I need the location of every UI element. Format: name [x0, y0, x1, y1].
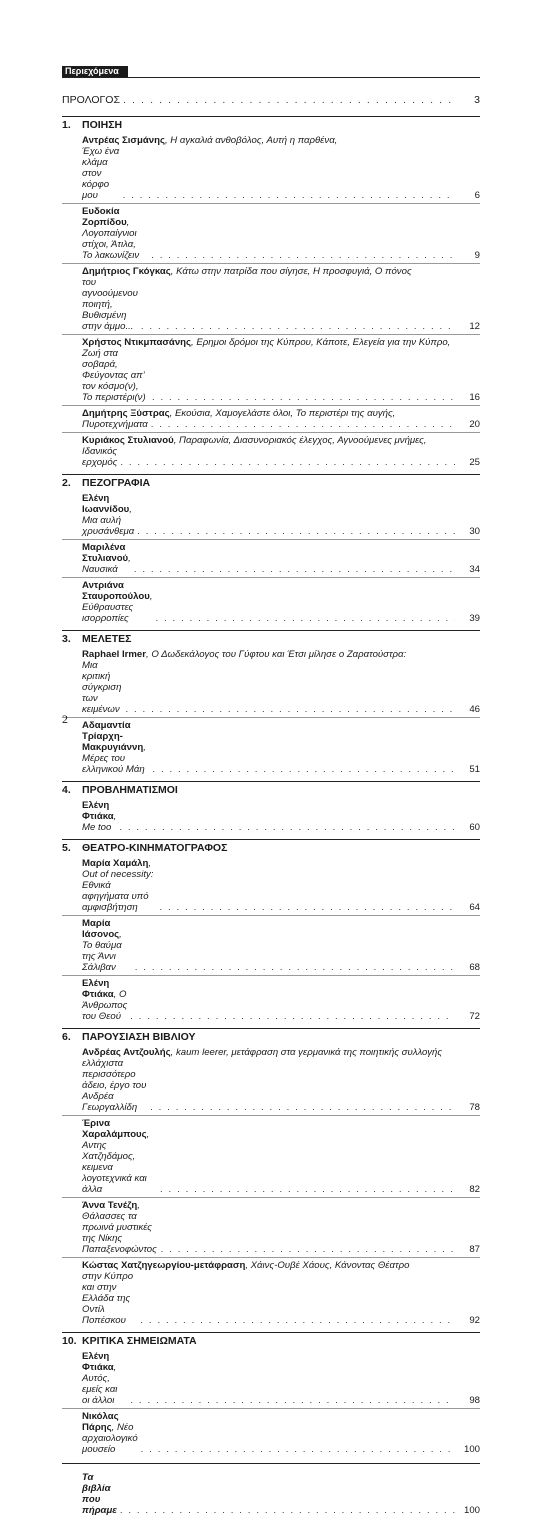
entry-page: 16 [469, 392, 480, 403]
entry-line-2 [82, 1058, 480, 1113]
section-title[interactable] [62, 785, 480, 796]
entry-author: Αδαμαντία Τρίαρχη-Μακρυγιάννη [82, 720, 144, 753]
entry-text [82, 720, 149, 775]
toc-entry[interactable] [62, 718, 480, 777]
toc-entry[interactable] [62, 1198, 480, 1258]
entry-titles: , Θάλασσες τα πρωινά μυστικές της Νίκης Παπαξενοφώντος [82, 1200, 157, 1255]
toc-entry[interactable] [62, 798, 480, 835]
toc-entry[interactable] [62, 976, 480, 1024]
entry-text [82, 858, 156, 913]
entry-page: 20 [469, 419, 480, 430]
toc-entry[interactable] [62, 540, 480, 578]
entry-titles: , Me too [82, 811, 117, 833]
entry-text [82, 918, 132, 973]
section-title[interactable] [62, 1336, 480, 1347]
dot-leader [140, 1315, 455, 1326]
section-number: 10. [62, 1335, 77, 1347]
toc-entry[interactable] [62, 1045, 480, 1116]
entry-line [82, 1118, 480, 1195]
toc-section [62, 474, 480, 626]
section-title[interactable] [62, 478, 480, 489]
section-number: 5. [62, 842, 71, 854]
entry-author: Μαριλένα Στυλιανού [82, 542, 129, 564]
entry-line-1 [82, 135, 480, 146]
entry-author: Ελένη Φτιάκα [82, 978, 114, 1000]
entry-titles: , Εύθραυστες ισορροπίες [82, 591, 153, 624]
section-number: 6. [62, 1031, 71, 1043]
section-label: ΠΕΖΟΓΡΑΦΙΑ [82, 477, 151, 489]
toc-entry[interactable] [62, 433, 480, 470]
dot-leader [141, 321, 455, 332]
dot-leader [141, 1444, 455, 1455]
entry-author: Άννα Τενέζη [82, 1200, 138, 1211]
entry-author: Ελένη Φτιάκα [82, 1351, 114, 1373]
entry-line [82, 580, 480, 624]
entry-titles-continued: Ιδανικός ερχομός [82, 446, 118, 468]
dot-leader [135, 962, 455, 973]
contents-header [62, 66, 480, 78]
entry-titles-continued: ελλάχιστα περισσότερο άδειο, έργο του Ανδρέα Γεωργαλλίδη [82, 1058, 147, 1113]
entry-line-1 [82, 649, 480, 660]
entry-line [82, 493, 480, 537]
entry-text [82, 800, 116, 833]
entry-line-1 [82, 1047, 480, 1058]
dot-leader [152, 392, 455, 403]
books-received-title: Τα βιβλία που πήραμε [82, 1472, 117, 1516]
entry-titles: , Εκούσια, Χαμογελάστε όλοι, Το περιστέρι της αυγής, [169, 408, 396, 419]
dot-leader [134, 564, 455, 575]
toc-entry[interactable] [62, 1409, 480, 1457]
dot-leader [151, 250, 455, 261]
toc-entry[interactable] [62, 647, 480, 718]
section-label: ΠΑΡΟΥΣΙΑΣΗ ΒΙΒΛΙΟΥ [82, 1031, 196, 1043]
entry-line-2 [82, 660, 480, 715]
entry-page: 51 [469, 764, 480, 775]
table-of-contents [62, 95, 480, 1516]
entry-page: 82 [469, 1184, 480, 1195]
toc-section [62, 839, 480, 1024]
entry-titles-continued: Έχω ένα κλάμα στον κόρφο μου [82, 146, 120, 201]
prologue-page: 3 [474, 94, 480, 106]
entry-author: Κώστας Χατζηγεωργίου-μετάφραση [82, 1260, 246, 1271]
entry-page: 9 [474, 250, 480, 261]
entry-titles-continued: του αγνοούμενου ποιητή, Βυθισμένη στην άμμο... [82, 277, 138, 332]
dot-leader [160, 1184, 455, 1195]
entry-page: 72 [469, 1011, 480, 1022]
section-number: 3. [62, 633, 71, 645]
entry-line-1 [82, 435, 480, 446]
entry-page: 87 [469, 1244, 480, 1255]
entry-text [82, 1411, 138, 1455]
entry-titles-continued: στην Κύπρο και στην Ελλάδα της Οντίλ Ποπέσκου [82, 1271, 134, 1326]
toc-section [62, 1028, 480, 1328]
entry-line-2 [82, 1271, 480, 1326]
entry-titles: , Χάινς-Ουβέ Χάους, Κάνοντας Θέατρο [245, 1260, 410, 1271]
toc-section [62, 630, 480, 777]
entry-page: 39 [469, 613, 480, 624]
entry-line-1 [82, 1260, 480, 1271]
entry-author: Έρινα Χαραλάμπους [82, 1118, 147, 1140]
entry-author: Κυριάκος Στυλιανού [82, 435, 174, 446]
section-label: ΘΕΑΤΡΟ-ΚΙΝΗΜΑΤΟΓΡΑΦΟΣ [82, 842, 228, 854]
entry-text [82, 1118, 157, 1195]
entry-line-1 [82, 266, 480, 277]
entry-author: Δημήτριος Γκόγκας [82, 266, 171, 277]
toc-entry[interactable] [62, 264, 480, 335]
toc-section [62, 116, 480, 470]
section-title[interactable] [62, 843, 480, 854]
entry-line-2 [82, 277, 480, 332]
toc-entry[interactable] [62, 491, 480, 540]
books-received-page: 100 [463, 1505, 480, 1516]
section-label: ΚΡΙΤΙΚΑ ΣΗΜΕΙΩΜΑΤΑ [82, 1335, 197, 1347]
entry-line [82, 1200, 480, 1255]
toc-section [62, 1332, 480, 1457]
section-number: 2. [62, 477, 71, 489]
entry-titles: , Λογοπαίγνιοι στίχοι, Άτιλα, Το λακωνίζειν [82, 217, 140, 261]
dot-leader [119, 822, 455, 833]
entry-titles: , Το θαύμα της Άννι Σάλιβαν [82, 929, 122, 973]
entry-titles: , Αντης Χατζηδάμος, κειμενα λογοτεχνικά και άλλα [82, 1129, 150, 1195]
entry-titles: , Νέο αρχαιολογικό μουσείο [82, 1422, 138, 1455]
entry-text [82, 580, 152, 624]
entry-page: 60 [469, 822, 480, 833]
books-received-entry[interactable] [62, 1463, 480, 1516]
entry-line [82, 720, 480, 775]
entry-text [82, 1351, 127, 1406]
entry-line-2 [82, 348, 480, 403]
entry-titles-continued: Μια κριτική σύγκριση των κειμένων [82, 660, 122, 715]
prologue-title: ΠΡΟΛΟΓΟΣ [62, 94, 120, 106]
dot-leader [155, 613, 455, 624]
entry-author: Νικόλας Πάρης [82, 1411, 119, 1433]
entry-titles: , Ναυσικά [82, 553, 131, 575]
entry-author: Χρήστος Ντικμπασάνης [82, 337, 192, 348]
toc-entry[interactable] [62, 578, 480, 626]
entry-author: Ανδρέας Αντζουλής [82, 1047, 171, 1058]
section-title[interactable] [62, 1032, 480, 1043]
entry-titles: , Ο Άνθρωπος του Θεού [82, 989, 128, 1022]
entry-line [82, 1411, 480, 1455]
entry-titles: , Αυτός, εμείς και οι άλλοι [82, 1362, 118, 1406]
entry-text [82, 542, 131, 575]
dot-leader [120, 1505, 455, 1516]
section-number: 4. [62, 784, 71, 796]
dot-leader [130, 1395, 455, 1406]
entry-titles: , kaum leerer, μετάφραση στα γερμανικά της ποιητικής συλλογής [170, 1047, 442, 1058]
entry-author: Αντρέας Σισμάνης [82, 135, 165, 146]
page-number: 2 [62, 712, 68, 726]
entry-line [82, 800, 480, 833]
toc-section [62, 781, 480, 835]
prologue-entry[interactable] [62, 95, 480, 106]
toc-entry[interactable] [62, 916, 480, 976]
entry-page: 46 [469, 704, 480, 715]
toc-entry[interactable] [62, 1116, 480, 1198]
entry-author: Ελένη Φτιάκα [82, 800, 114, 822]
toc-entry[interactable] [62, 204, 480, 264]
section-title[interactable] [62, 634, 480, 645]
dot-leader [120, 457, 455, 468]
entry-line-2 [82, 419, 480, 430]
entry-line [82, 206, 480, 261]
entry-titles-continued: Ζωή στα σοβαρά, Φεύγοντας απ’ τον κόσμο(ν), Το περιστέρι(ν) [82, 348, 146, 403]
entry-line-1 [82, 337, 480, 348]
entry-text [82, 978, 127, 1022]
entry-text [82, 493, 134, 537]
entry-page: 98 [469, 1395, 480, 1406]
entry-line [82, 542, 480, 575]
entry-titles: , Μια αυλή χρυσάνθεμα [82, 504, 135, 537]
entry-page: 68 [469, 962, 480, 973]
entry-author: Δημήτρης Ξύστρας [82, 408, 170, 419]
entry-titles: , Παραφωνία, Διασυνοριακός έλεγχος, Αγνοούμενες μνήμες, [173, 435, 427, 446]
entry-author: Raphael Irmer [82, 649, 146, 660]
dot-leader [130, 1011, 455, 1022]
entry-author: Αντριάνα Σταυροπούλου [82, 580, 150, 602]
entry-page: 30 [469, 526, 480, 537]
entry-author: Μαρία Χαμάλη [82, 858, 149, 869]
section-title[interactable] [62, 120, 480, 131]
toc-entry[interactable] [62, 133, 480, 204]
entry-titles-continued: Πυροτεχνήματα [82, 419, 148, 430]
entry-titles: , Ο Δωδεκάλογος του Γύφτου και Έτσι μίλησε ο Ζαρατούστρα: [146, 649, 407, 660]
dot-leader [123, 190, 455, 201]
entry-titles: , Η αγκαλιά ανθοβόλος, Αυτή η παρθένα, [164, 135, 338, 146]
section-number: 1. [62, 119, 71, 131]
dot-leader [137, 526, 455, 537]
entry-line-2 [82, 446, 480, 468]
entry-page: 78 [469, 1102, 480, 1113]
entry-page: 100 [463, 1444, 480, 1455]
entry-page: 64 [469, 902, 480, 913]
entry-line [82, 858, 480, 913]
entry-page: 34 [469, 564, 480, 575]
dot-leader [152, 764, 455, 775]
entry-titles: , Out of necessity: Εθνικά αφηγήματα υπό αμφισβήτηση [82, 858, 154, 913]
toc-entry[interactable] [62, 406, 480, 433]
entry-line [82, 918, 480, 973]
dot-leader [151, 419, 455, 430]
entry-text [82, 1200, 158, 1255]
entry-author: Ελένη Ιωαννίδου [82, 493, 130, 515]
entry-page: 25 [469, 457, 480, 468]
dot-leader [123, 95, 455, 106]
entry-titles: , Ερημοι δρόμοι της Κύπρου, Κάποτε, Ελεγεία για την Κύπρο, [191, 337, 451, 348]
dot-leader [161, 1244, 455, 1255]
entry-line [82, 978, 480, 1022]
entry-text [82, 206, 148, 261]
dot-leader [126, 704, 456, 715]
contents-header-label: Περιεχόμενα [62, 66, 128, 77]
toc-entry[interactable] [62, 335, 480, 406]
toc-entry[interactable] [62, 856, 480, 916]
entry-author: Ευδοκία Ζορπίδου [82, 206, 127, 228]
entry-titles: , Κάτω στην πατρίδα που σίγησε, Η προσφυγιά, Ο πόνος [170, 266, 412, 277]
entry-page: 92 [469, 1315, 480, 1326]
dot-leader [150, 1102, 455, 1113]
toc-entry[interactable] [62, 1349, 480, 1409]
section-label: ΠΟΙΗΣΗ [82, 119, 123, 131]
toc-entry[interactable] [62, 1258, 480, 1328]
section-label: ΠΡΟΒΛΗΜΑΤΙΣΜΟΙ [82, 784, 178, 796]
entry-titles: , Μέρες του ελληνικού Μάη [82, 742, 146, 775]
entry-author: Μαρία Ιάσονος [82, 918, 120, 940]
entry-page: 6 [474, 190, 480, 201]
entry-line-2 [82, 146, 480, 201]
entry-page: 12 [469, 321, 480, 332]
sections [62, 116, 480, 1457]
entry-line-1 [82, 408, 480, 419]
section-label: ΜΕΛΕΤΕΣ [82, 633, 132, 645]
dot-leader [159, 902, 455, 913]
entry-line [82, 1351, 480, 1406]
